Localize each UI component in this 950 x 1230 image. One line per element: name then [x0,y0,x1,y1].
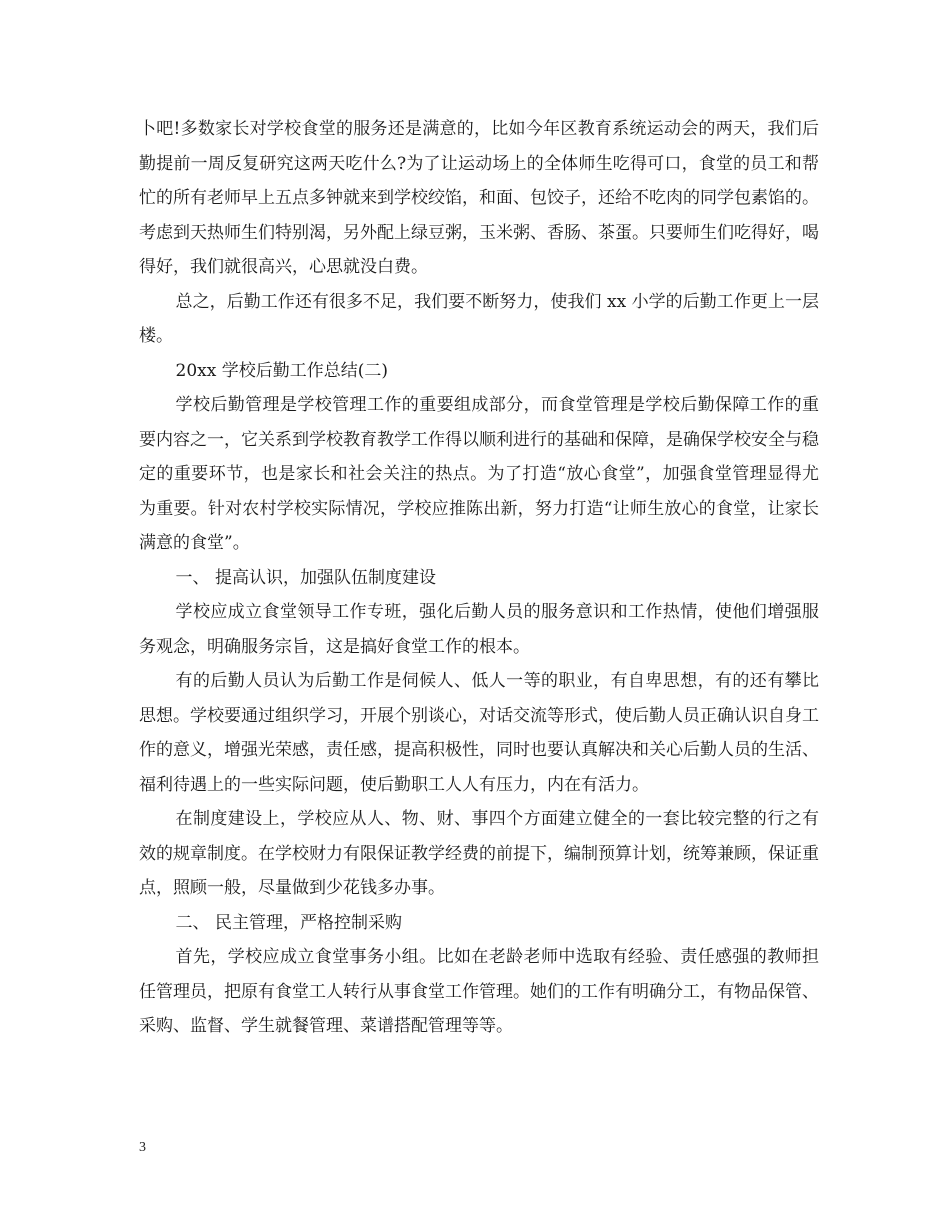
paragraph-canteen-service: 卜吧!多数家长对学校食堂的服务还是满意的，比如今年区教育系统运动会的两天，我们后勤提前一周反复研究这两天吃什么?为了让运动场上的全体师生吃得可口，食堂的员工和帮忙的所有老师早上五点多钟就来到学校绞馅，和面、包饺子，还给不吃肉的同学包素馅的。考虑到天热师生们特别渴，另外配上绿豆粥，玉米粥、香肠、茶蛋。只要师生们吃得好，喝得好，我们就很高兴，心思就没白费。 [139,119,819,277]
paragraph-canteen-management-intro: 学校后勤管理是学校管理工作的重要组成部分，而食堂管理是学校后勤保障工作的重要内容之一，它关系到学校教育教学工作得以顺利进行的基础和保障，是确保学校安全与稳定的重要环节，也是家长和社会关注的热点。为了打造“放心食堂”，加强食堂管理显得尤为重要。针对农村学校实际情况，学校应推陈出新，努力打造“让师生放心的食堂，让家长满意的食堂”。 [139,395,819,553]
paragraph-affairs-group: 首先，学校应成立食堂事务小组。比如在老龄老师中选取有经验、责任感强的教师担任管理员，把原有食堂工人转行从事食堂工作管理。她们的工作有明确分工，有物品保管、采购、监督、学生就餐管理、菜谱搭配管理等等。 [139,947,819,1036]
heading-raise-awareness: 一、 提高认识，加强队伍制度建设 [175,567,436,588]
heading-democratic-management: 二、 民主管理，严格控制采购 [175,912,402,933]
paragraph-summary: 总之，后勤工作还有很多不足，我们要不断努力，使我们 xx 小学的后勤工作更上一层楼。 [139,291,819,346]
document-body [139,112,819,1044]
section-title-part-two: 20xx 学校后勤工作总结(二) [175,360,389,381]
paragraph-staff-attitude: 有的后勤人员认为后勤工作是伺候人、低人一等的职业，有自卑思想，有的还有攀比思想。学校要通过组织学习，开展个别谈心，对话交流等形式，使后勤人员正确认识自身工作的意义，增强光荣感，责任感，提高积极性，同时也要认真解决和关心后勤人员的生活、福利待遇上的一些实际问题，使后勤职工人人有压力，内在有活力。 [139,671,819,795]
paragraph-rules-system: 在制度建设上，学校应从人、物、财、事四个方面建立健全的一套比较完整的行之有效的规章制度。在学校财力有限保证教学经费的前提下，编制预算计划，统筹兼顾，保证重点，照顾一般，尽量做到少花钱多办事。 [139,809,819,898]
paragraph-leadership-team: 学校应成立食堂领导工作专班，强化后勤人员的服务意识和工作热情，使他们增强服务观念，明确服务宗旨，这是搞好食堂工作的根本。 [139,602,819,657]
page-number: 3 [139,1140,146,1155]
